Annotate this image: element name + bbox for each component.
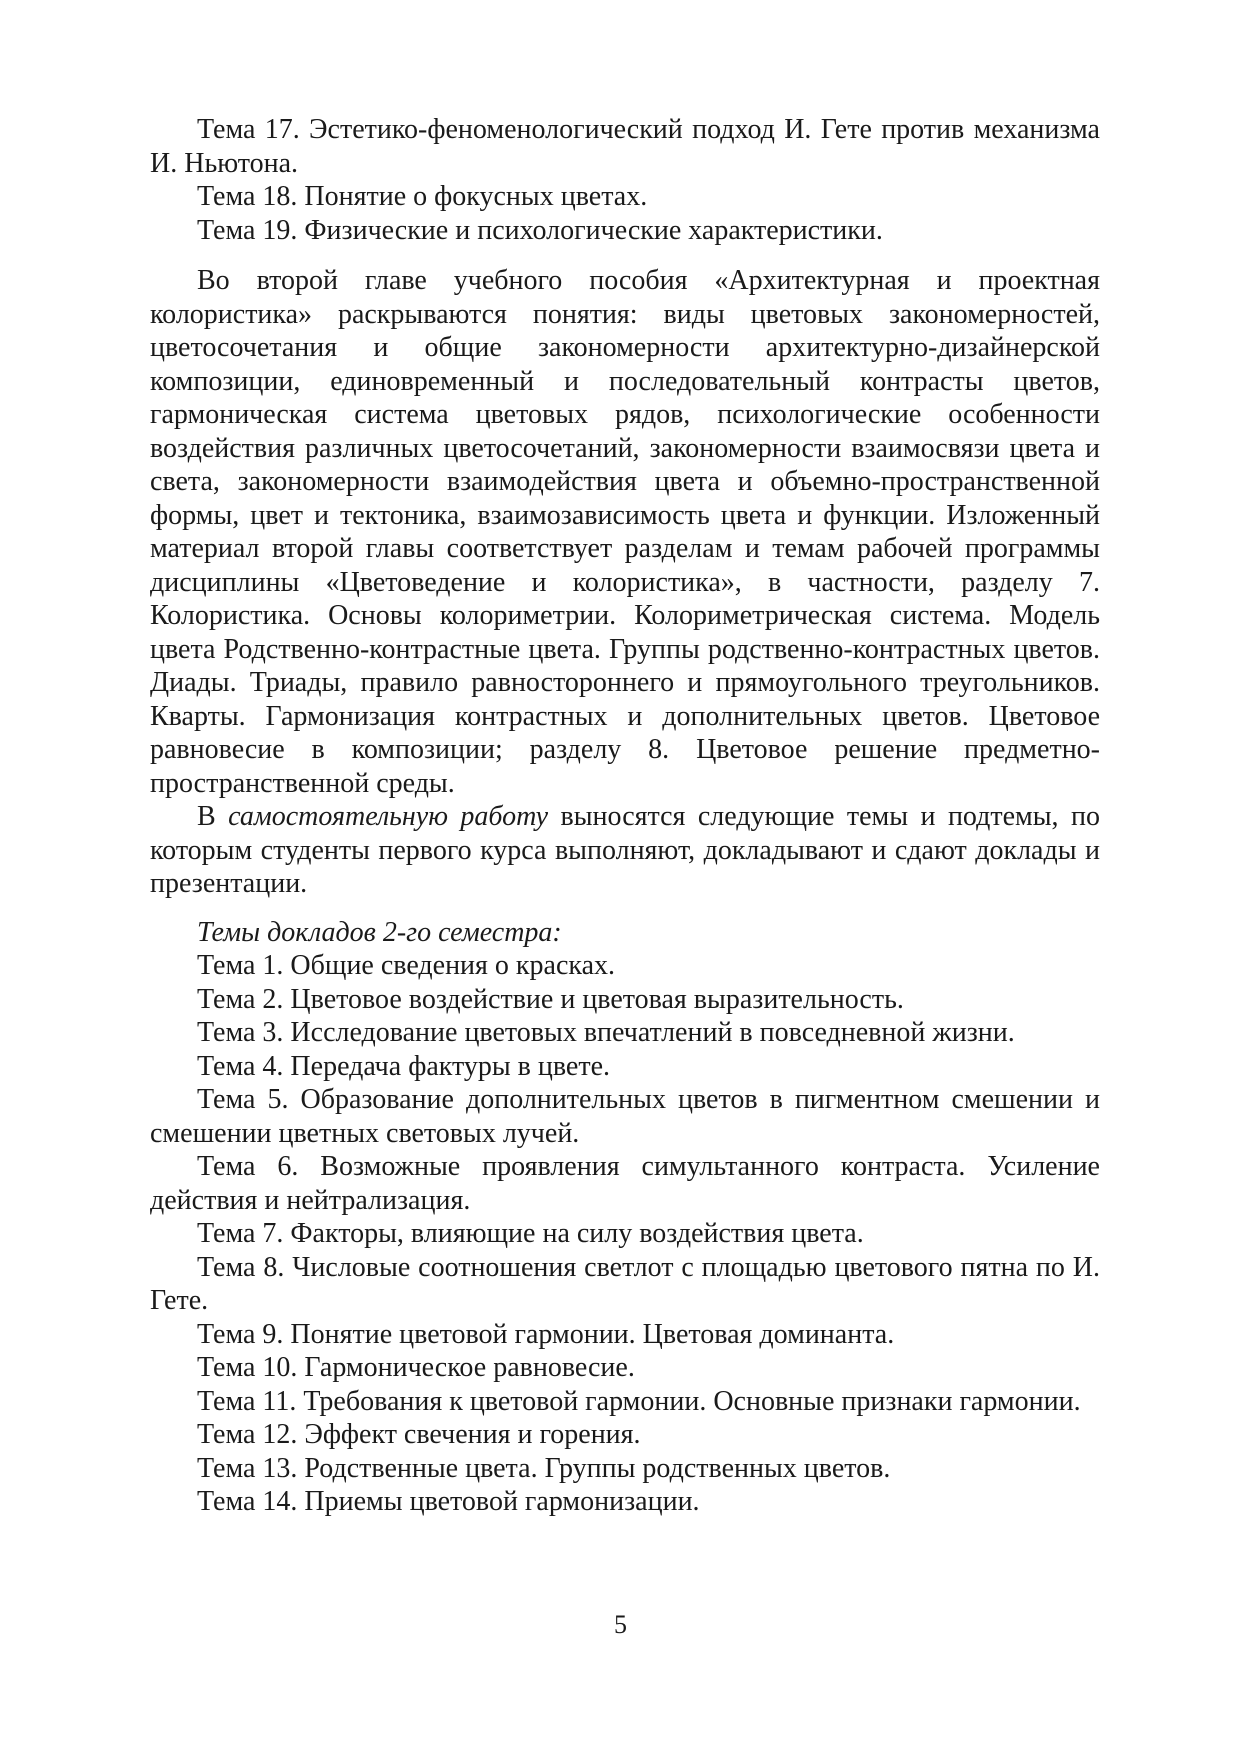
topic-19: Тема 19. Физические и психологические характеристики. [197,214,883,246]
reports-heading-text: Темы докладов 2-го семестра: [197,916,562,948]
report-topic-8: Тема 8. Числовые соотношения светлот с площадью цветового пятна по И. Гете. [150,1251,1100,1316]
report-topic-7: Тема 7. Факторы, влияющие на силу воздействия цвета. [197,1218,864,1249]
report-topic-3: Тема 3. Исследование цветовых впечатлений в повседневной жизни. [197,1017,1015,1048]
report-topic-12: Тема 12. Эффект свечения и горения. [197,1419,641,1450]
report-topic-6: Тема 6. Возможные проявления симультанного контраста. Усиление действия и нейтрализация. [150,1151,1100,1216]
report-topic-4: Тема 4. Передача фактуры в цвете. [197,1050,611,1082]
report-topic-2: Тема 2. Цветовое воздействие и цветовая выразительность. [197,983,904,1015]
report-topic-11: Тема 11. Требования к цветовой гармонии. Основные признаки гармонии. [197,1385,1081,1417]
independent-work-paragraph [150,800,1100,901]
topic-17: Тема 17. Эстетико-феноменологический подход И. Гете против механизма И. Ньютона. [150,114,1100,179]
report-topic-5: Тема 5. Образование дополнительных цветов в пигментном смешении и смешении цветных световых лучей. [150,1084,1100,1149]
report-topic-13: Тема 13. Родственные цвета. Группы родственных цветов. [197,1452,891,1484]
report-topic-14: Тема 14. Приемы цветовой гармонизации. [197,1486,700,1517]
chapter-two-paragraph: Во второй главе учебного пособия «Архитектурная и проектная колористика» раскрываются понятия: виды цветовых закономерностей, цветосочетания и общие закономерности архитектурно-дизайнерской композиции, единовременный и последовательный контрасты цветов, гармоническая система цветовых рядов, психологические особенности воздействия различных цветосочетаний, закономерности взаимосвязи цвета и света, закономерности взаимодействия цвета и объемно-пространственной формы, цвет и тектоника, взаимозависимость цвета и функции. Изложенный материал второй главы соответствует разделам и темам рабочей программы дисциплины «Цветоведение и колористика», в частности, разделу 7. Колористика. Основы колориметрии. Колориметрическая система. Модель цвета Родственно-контрастные цвета. Группы родственно-контрастных цветов. Диады. Триады, правило равностороннего и прямоугольного треугольников. Кварты. Гармонизация контрастных и дополнительных цветов. Цветовое равновесие в композиции; разделу 8. Цветовое решение предметно-пространственной среды. [150,265,1100,799]
reports-heading [150,916,1100,950]
independent-work-lead: В [197,801,229,832]
report-topic-10: Тема 10. Гармоническое равновесие. [197,1352,635,1383]
page-number: 5 [614,1610,627,1639]
topic-18: Тема 18. Понятие о фокусных цветах. [197,181,648,212]
independent-work-emphasis: самостоятельную работу [228,801,549,832]
page-text [150,113,1100,1519]
report-topic-1: Тема 1. Общие сведения о красках. [197,950,615,981]
report-topic-9: Тема 9. Понятие цветовой гармонии. Цветовая доминанта. [197,1318,895,1350]
independent-work-rest: выносятся следующие темы и подтемы, по которым студенты первого курса выполняют, докладывают и сдают доклады и презентации. [150,801,1100,899]
